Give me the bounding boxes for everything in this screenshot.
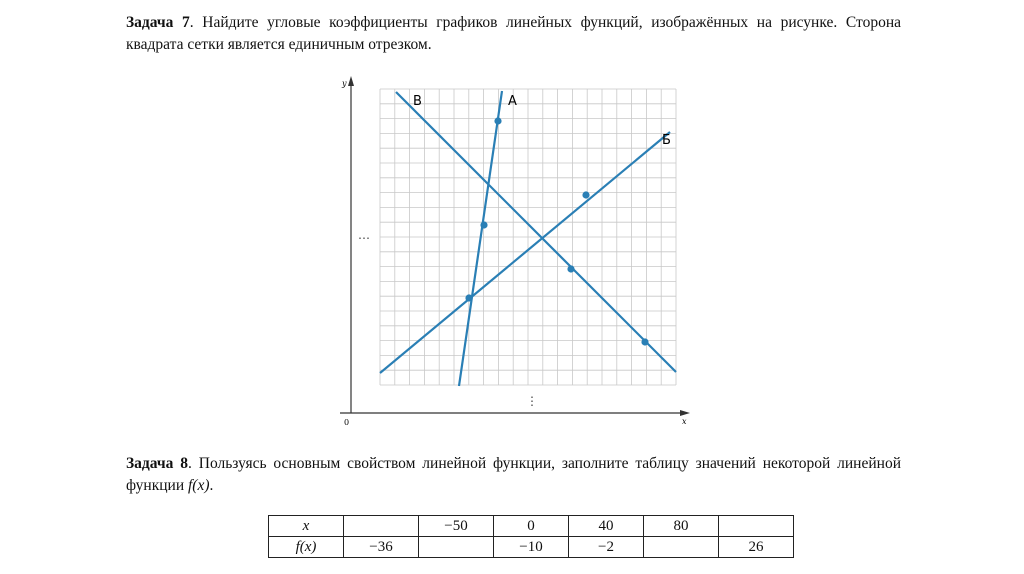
table-cell (644, 537, 719, 558)
line-a (459, 91, 502, 386)
table-head-x: x (269, 516, 344, 537)
line-label-b: Б (662, 133, 671, 148)
task-8-func: f(x) (188, 477, 210, 494)
task-8-label: Задача 8 (126, 455, 189, 472)
y-ellipsis: ⋯ (358, 231, 370, 245)
table-cell: −10 (494, 537, 569, 558)
x-ellipsis: ⋮ (526, 394, 538, 408)
table-row-x (269, 516, 794, 537)
point-a-1 (494, 117, 501, 124)
point-a-2 (480, 221, 487, 228)
line-label-v: В (413, 94, 422, 109)
table-head-fx: f(x) (269, 537, 344, 558)
table-cell (719, 516, 794, 537)
task-8 (126, 453, 901, 497)
x-axis-arrow (680, 410, 690, 416)
table-cell: 40 (569, 516, 644, 537)
x-axis-label: x (682, 417, 687, 426)
y-axis-arrow (348, 76, 354, 86)
task-7-label: Задача 7 (126, 14, 190, 31)
table-cell (344, 516, 419, 537)
values-table (268, 515, 794, 558)
origin-label: 0 (344, 418, 350, 427)
point-v-1 (567, 265, 574, 272)
task-8-text: . Пользуясь основным свойством линейной функции, заполните таблицу значений некоторой линейной функции (126, 455, 901, 494)
table-cell: 26 (719, 537, 794, 558)
table-cell: 0 (494, 516, 569, 537)
task-7-text: . Найдите угловые коэффициенты графиков линейных функций, изображённых на рисунке. Сторона квадрата сетки является единичным отрезком. (126, 14, 901, 53)
point-b-1 (465, 294, 472, 301)
line-b (380, 132, 670, 373)
table-cell: 80 (644, 516, 719, 537)
table-cell: −36 (344, 537, 419, 558)
grid (380, 89, 676, 385)
table-cell: −2 (569, 537, 644, 558)
line-label-a: А (508, 94, 517, 109)
point-b-2 (582, 191, 589, 198)
point-v-2 (641, 338, 648, 345)
y-axis-label: y (342, 79, 347, 88)
task-8-end: . (209, 477, 214, 494)
table-cell (419, 537, 494, 558)
table-cell: −50 (419, 516, 494, 537)
line-v (396, 92, 676, 372)
table-row-fx (269, 537, 794, 558)
